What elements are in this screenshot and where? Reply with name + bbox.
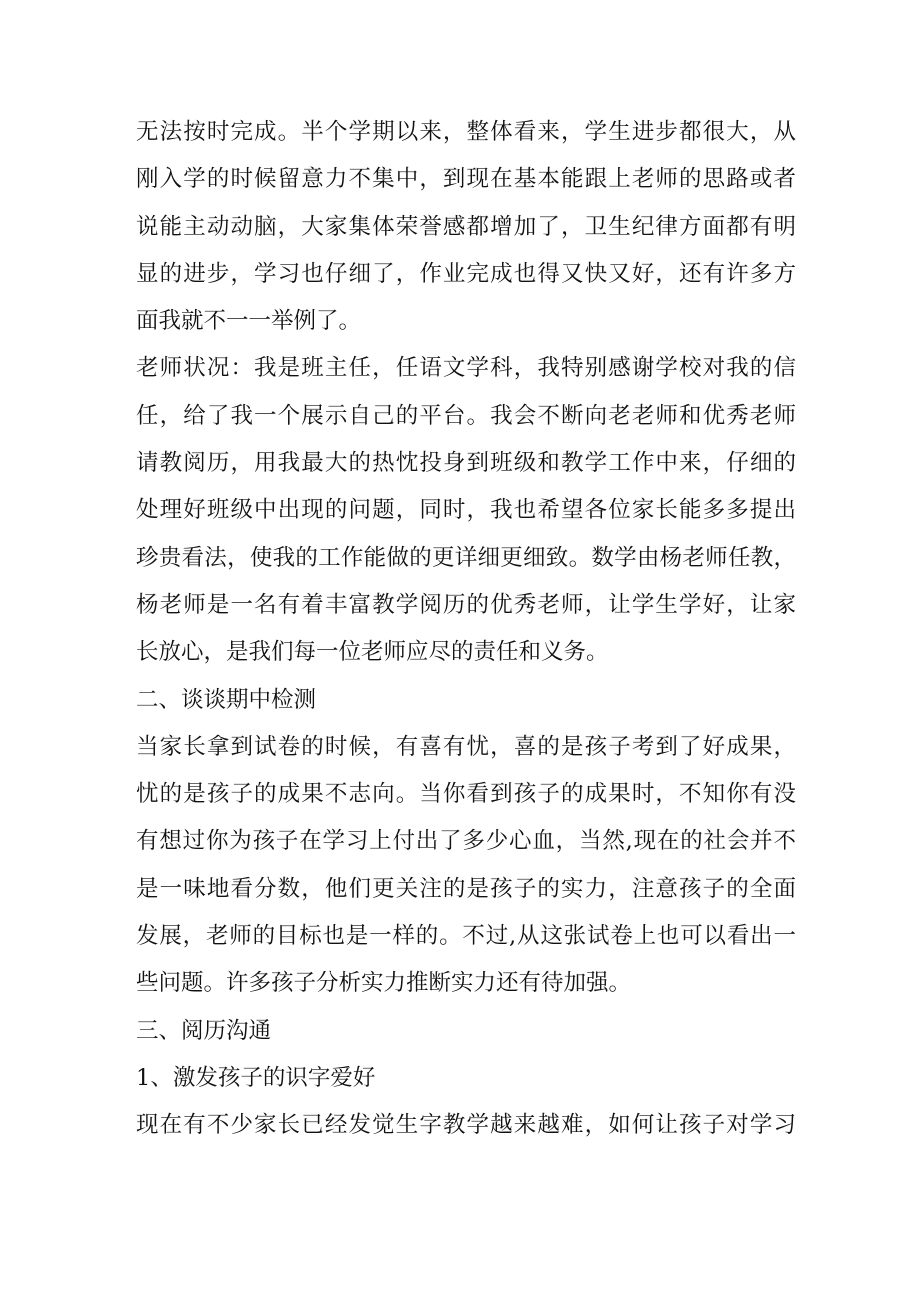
text-line: 些问题。许多孩子分析实力推断实力还有待加强。 [136, 970, 632, 997]
document-body [136, 109, 796, 1150]
text-line: 面我就不一一举例了。 [136, 308, 362, 335]
text-line: 显的进步，学习也仔细了，作业完成也得又快又好，还有许多方 [136, 260, 796, 287]
subheading-literacy-interest [136, 1055, 796, 1102]
text-line: 杨老师是一名有着丰富教学阅历的优秀老师，让学生学好，让家 [136, 591, 796, 618]
paragraph-literacy [136, 1102, 796, 1149]
text-line: 珍贵看法，使我的工作能做的更详细更细致。数学由杨老师任教， [136, 544, 796, 571]
text-line: 刚入学的时候留意力不集中，到现在基本能跟上老师的思路或者 [136, 166, 796, 193]
text-line: 现在有不少家长已经发觉生字教学越来越难，如何让孩子对学习 [136, 1112, 796, 1139]
text-line: 请教阅历，用我最大的热忱投身到班级和教学工作中来，仔细的 [136, 450, 796, 477]
text-line: 发展，老师的目标也是一样的。不过,从这张试卷上也可以看出一 [136, 923, 796, 950]
text-line: 是一味地看分数，他们更关注的是孩子的实力，注意孩子的全面 [136, 875, 796, 902]
text-line: 有想过你为孩子在学习上付出了多少心血，当然,现在的社会并不 [136, 828, 796, 855]
text-line: 无法按时完成。半个学期以来，整体看来，学生进步都很大，从 [136, 119, 796, 145]
text-line: 当家长拿到试卷的时候，有喜有忧，喜的是孩子考到了好成果， [136, 733, 796, 760]
text-line: 忧的是孩子的成果不志向。当你看到孩子的成果时，不知你有没 [136, 781, 796, 808]
text-line: 任，给了我一个展示自己的平台。我会不断向老老师和优秀老师 [136, 402, 796, 429]
text-line: 处理好班级中出现的问题，同时，我也希望各位家长能多多提出 [136, 497, 796, 524]
text-line: 老师状况：我是班主任，任语文学科，我特别感谢学校对我的信 [136, 355, 796, 382]
section-heading-experience [136, 1008, 796, 1055]
section-heading: 三、阅历沟通 [136, 1017, 272, 1044]
section-heading-midterm [136, 677, 796, 724]
text-line: 长放心，是我们每一位老师应尽的责任和义务。 [136, 639, 609, 666]
paragraph-midterm-exam [136, 724, 796, 1008]
paragraph-teacher-status [136, 345, 796, 676]
paragraph-student-progress [136, 109, 796, 345]
sub-heading: 1、激发孩子的识字爱好 [136, 1064, 376, 1091]
section-heading: 二、谈谈期中检测 [136, 686, 317, 713]
text-line: 说能主动动脑，大家集体荣誉感都增加了，卫生纪律方面都有明 [136, 213, 796, 240]
